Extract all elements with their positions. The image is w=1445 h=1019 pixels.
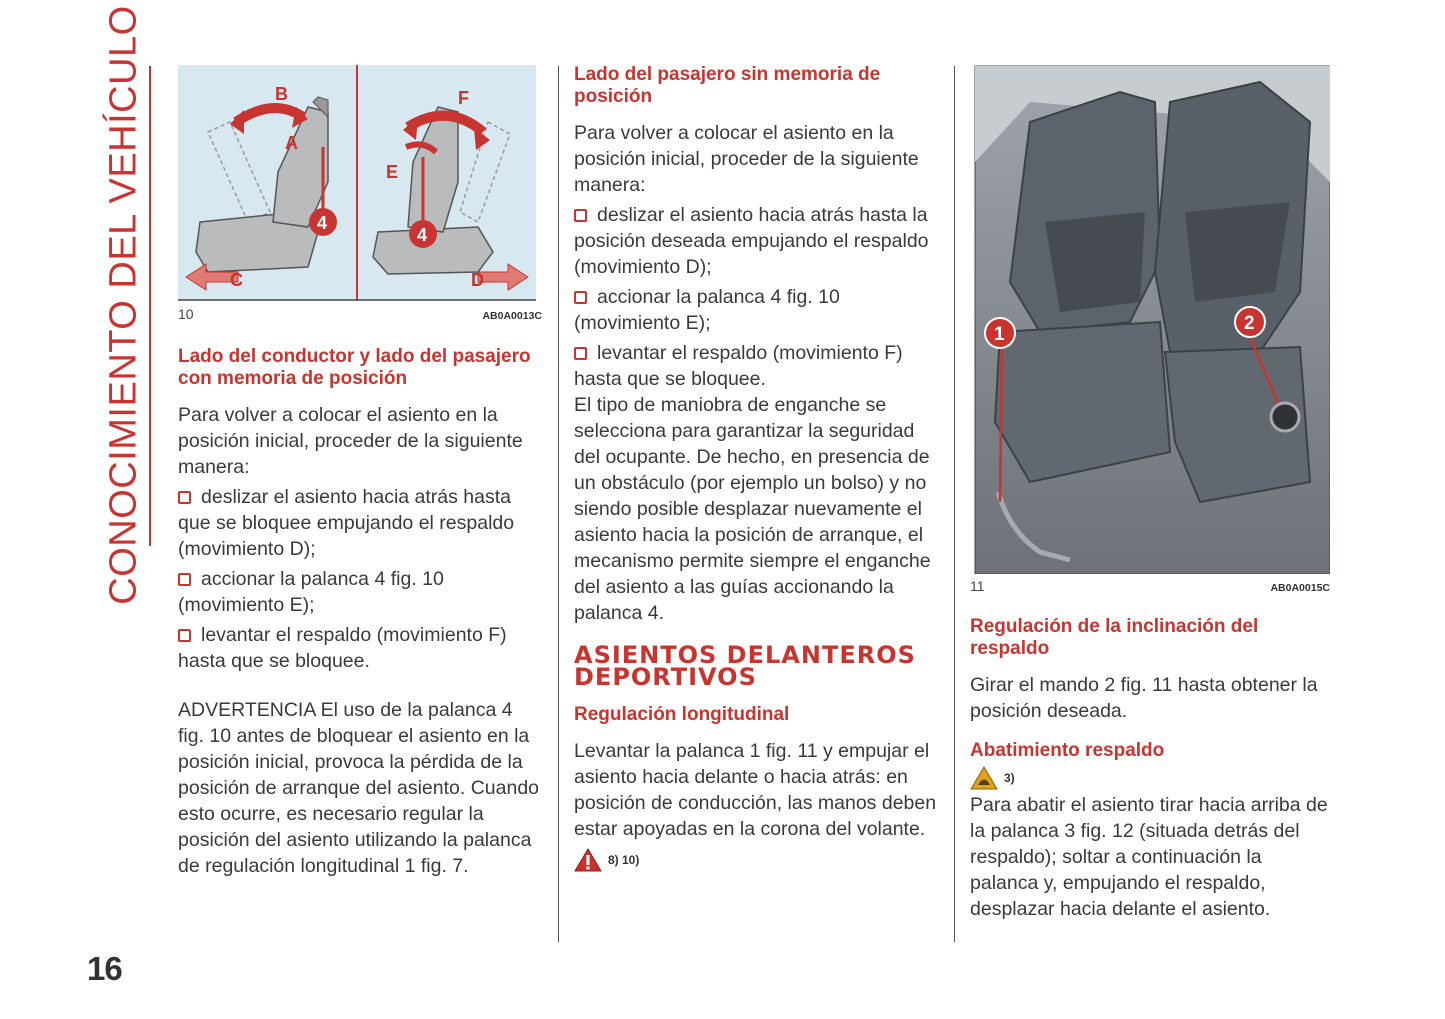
label-e: E: [386, 162, 399, 182]
sport-seat-photo: [970, 62, 1330, 574]
bullet-box-icon: [574, 209, 587, 222]
body-text: El tipo de maniobra de enganche se selecciona para garantizar la seguridad del ocupante. De hecho, en presencia de un obstáculo (por ejemplo un bolso) y no siendo posible desplazar nuevamente el asiento hacia la posición de arranque, el mecanismo permite siempre el enganche del asiento a las guías accionando la palanca 4.: [574, 394, 931, 624]
warning-reference: [970, 766, 1330, 790]
label-a: A: [285, 133, 298, 153]
caution-warning-icon: [970, 766, 998, 790]
figure-code: AB0A0013C: [482, 310, 542, 322]
warning-refs: 8) 10): [608, 853, 640, 867]
bullet-box-icon: [574, 291, 587, 304]
bullet-item: accionar la palanca 4 fig. 10 (movimiento E);: [178, 568, 444, 616]
figure-10: [178, 62, 542, 322]
warning-reference: [574, 848, 940, 872]
bullet-box-icon: [178, 491, 191, 504]
body-text: Levantar la palanca 1 fig. 11 y empujar el asiento hacia delante o hacia atrás: en posición de conducción, las manos deben estar apoyadas en la corona del volante.: [574, 740, 937, 840]
label-f: F: [458, 88, 469, 108]
figure-code: AB0A0015C: [1270, 582, 1330, 594]
bullet-box-icon: [178, 629, 191, 642]
bullet-item: deslizar el asiento hacia atrás hasta la posición deseada empujando el respaldo (movimiento D);: [574, 204, 929, 278]
intro-text: Para volver a colocar el asiento en la posición inicial, proceder de la siguiente manera:: [574, 122, 919, 196]
heading-longitudinal: Regulación longitudinal: [574, 704, 790, 725]
callout-4-left: 4: [317, 213, 328, 233]
heading-backrest-tilt: Regulación de la inclinación del respaldo: [970, 616, 1259, 659]
body-text: Girar el mando 2 fig. 11 hasta obtener la posición deseada.: [970, 674, 1318, 722]
figure-caption: [178, 306, 542, 322]
callout-4-right: 4: [417, 225, 428, 245]
column-3: [970, 62, 1330, 922]
column-divider: [954, 66, 955, 942]
figure-11: [970, 62, 1330, 594]
heading-driver-side: Lado del conductor y lado del pasajero con memoria de posición: [178, 346, 531, 389]
side-title-rule: [149, 66, 151, 546]
warning-text: ADVERTENCIA El uso de la palanca 4 fig. 10 antes de bloquear el asiento en la posición inicial, provoca la pérdida de la posición de arranque del asiento. Cuando esto ocurre, es necesario regular la posición del asiento utilizando la palanca de regulación longitudinal 1 fig. 7.: [178, 699, 540, 877]
label-b: B: [275, 84, 288, 104]
figure-caption: [970, 578, 1330, 594]
bullet-item: levantar el respaldo (movimiento F) hasta que se bloquee.: [178, 624, 507, 672]
figure-number: 11: [970, 578, 985, 594]
section-title: ASIENTOS DELANTEROS DEPORTIVOS: [574, 641, 916, 691]
bullet-box-icon: [178, 573, 191, 586]
body-text: Para abatir el asiento tirar hacia arriba de la palanca 3 fig. 12 (situada detrás del respaldo); soltar a continuación la palanca y, empujando el respaldo, desplazar hacia delante el asiento.: [970, 794, 1328, 920]
bullet-item: accionar la palanca 4 fig. 10 (movimiento E);: [574, 286, 840, 334]
figure-number: 10: [178, 306, 194, 322]
label-d: D: [471, 270, 484, 290]
seat-diagram: [178, 62, 536, 302]
label-c: C: [230, 270, 243, 290]
heading-passenger-side: Lado del pasajero sin memoria de posición: [574, 64, 881, 107]
column-divider: [558, 66, 559, 942]
column-2: [574, 62, 940, 872]
section-side-title: [102, 5, 145, 605]
page-number: 16: [87, 950, 122, 987]
danger-warning-icon: [574, 848, 602, 872]
callout-1: 1: [994, 324, 1005, 345]
bullet-item: levantar el respaldo (movimiento F) hasta que se bloquee.: [574, 342, 903, 390]
warning-refs: 3): [1004, 771, 1015, 785]
heading-backrest-fold: Abatimiento respaldo: [970, 740, 1165, 761]
column-1: [178, 62, 542, 879]
intro-text: Para volver a colocar el asiento en la posición inicial, proceder de la siguiente manera:: [178, 404, 523, 478]
side-title-text: CONOCIMIENTO DEL VEHÍCULO: [102, 5, 145, 605]
bullet-item: deslizar el asiento hacia atrás hasta que se bloquee empujando el respaldo (movimiento D);: [178, 486, 515, 560]
callout-2: 2: [1244, 313, 1255, 334]
bullet-box-icon: [574, 347, 587, 360]
